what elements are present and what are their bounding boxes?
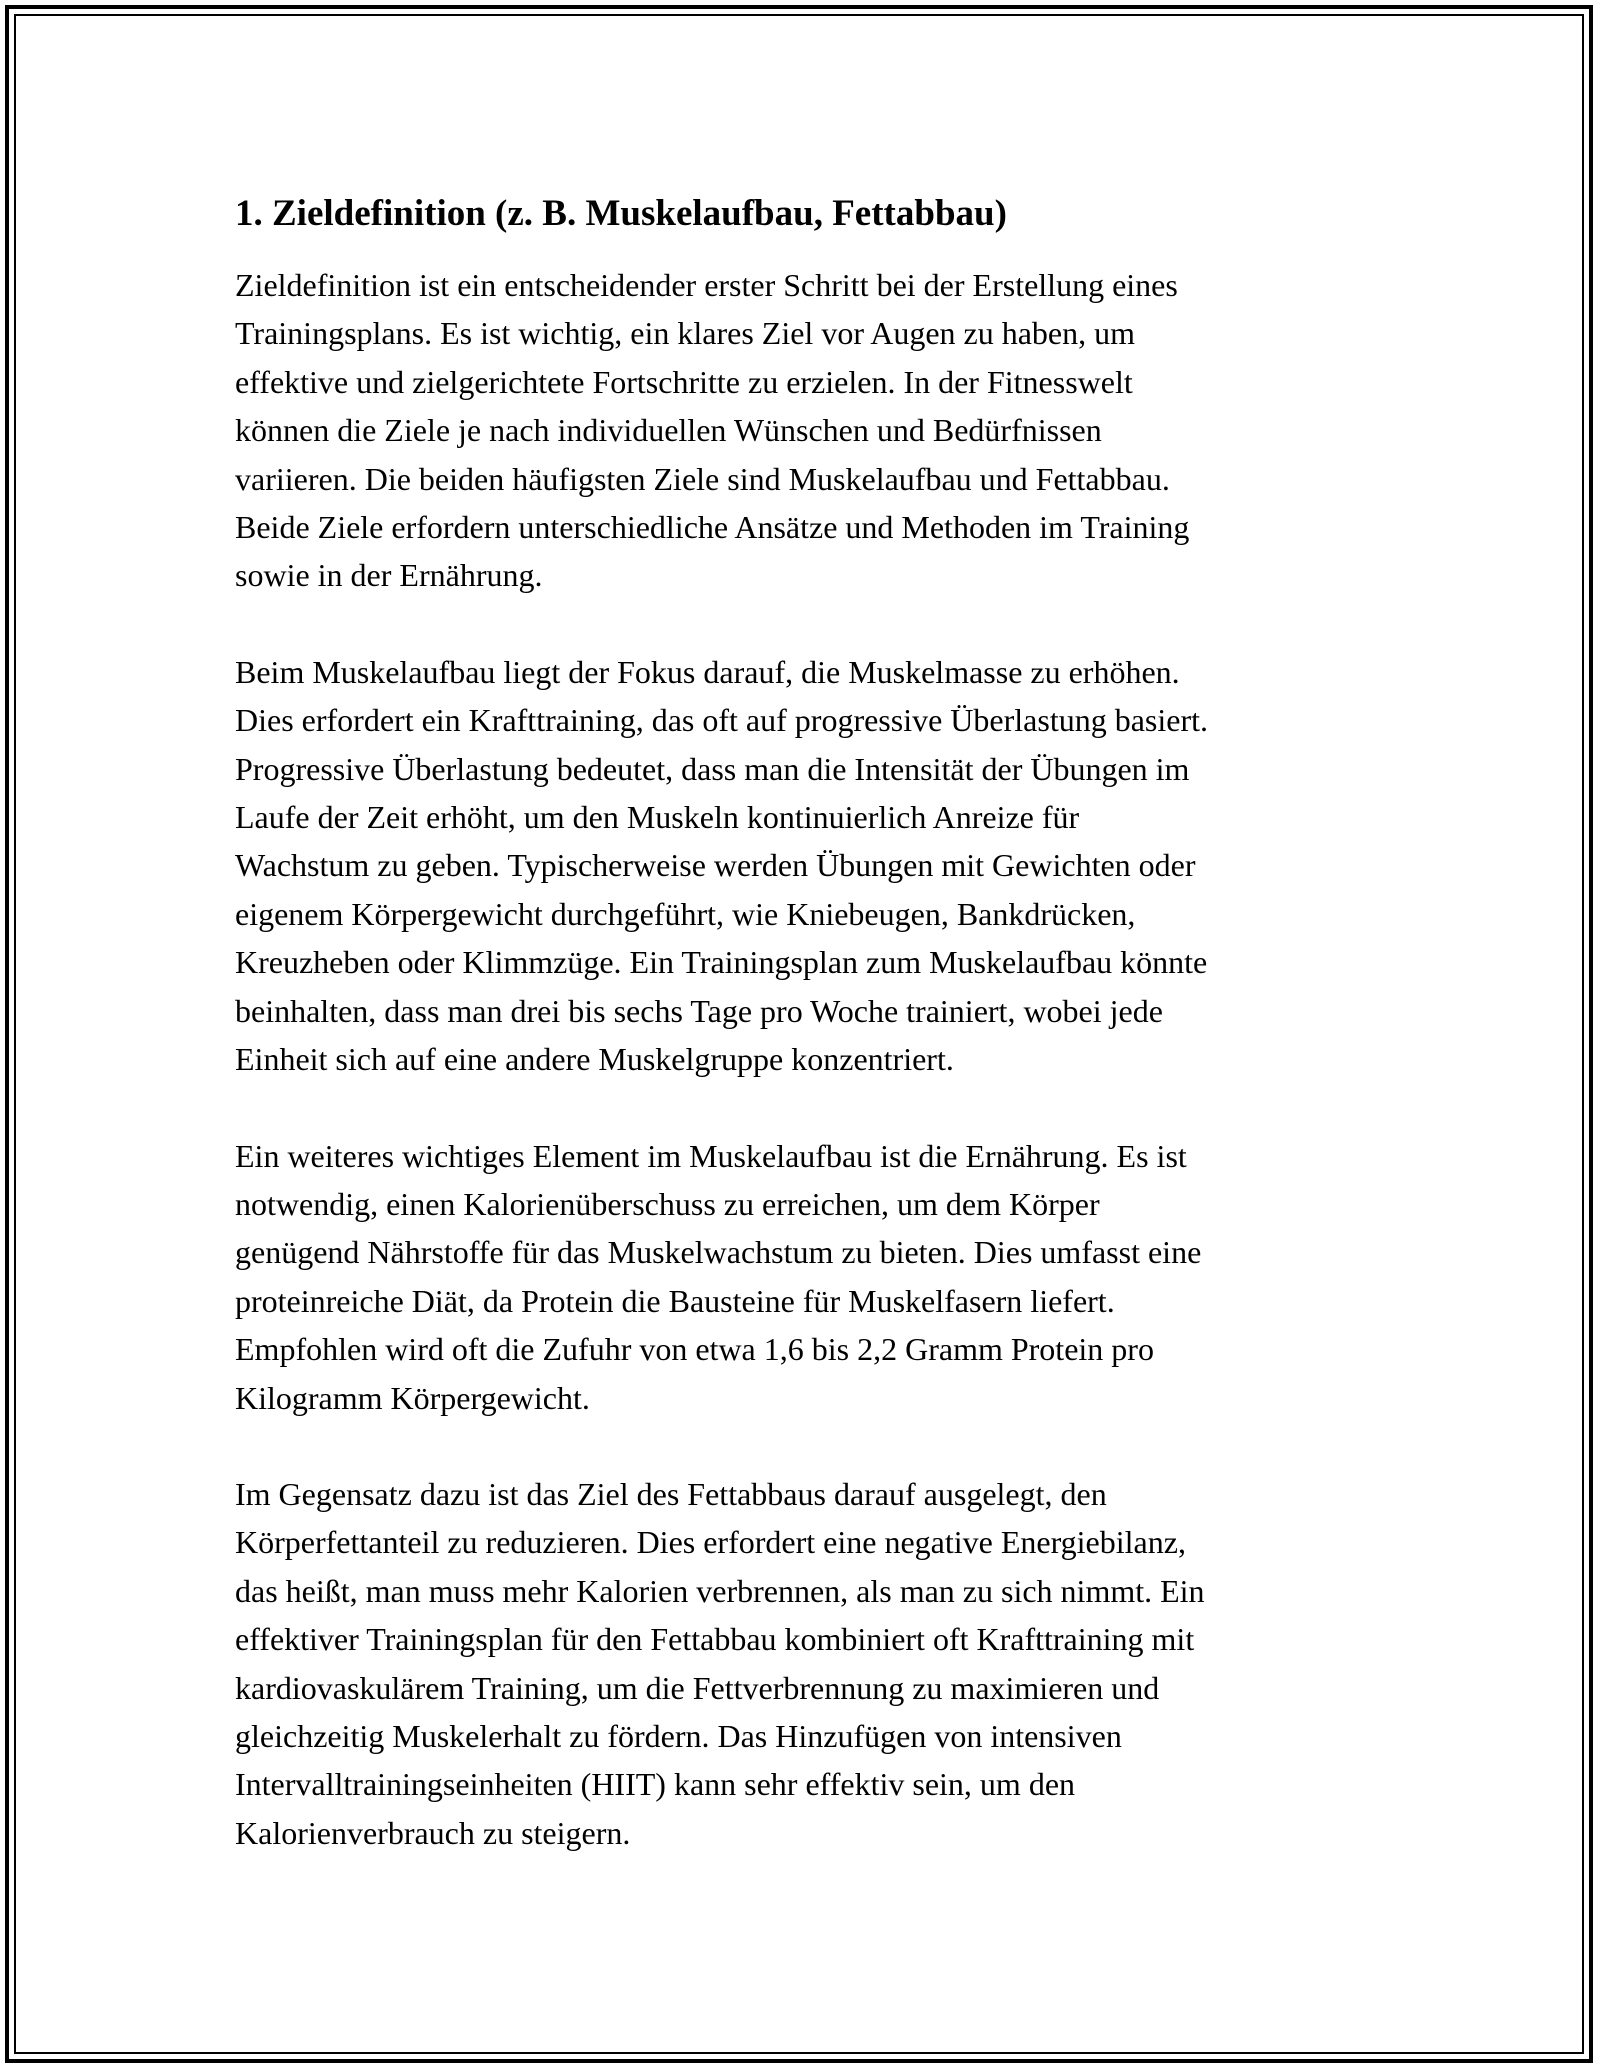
paragraph-fat-loss: Im Gegensatz dazu ist das Ziel des Fettabbaus darauf ausgelegt, den Körperfettanteil zu reduzieren. Dies erfordert eine negative Energiebilanz, das heißt, man muss mehr Kalorien verbrennen, als man zu sich nimmt. Ein effektiver Trainingsplan für den Fettabbau kombiniert oft Krafttraining mit kardiovaskulärem Training, um die Fettverbrennung zu maximieren und gleichzeitig Muskelerhalt zu fördern. Das Hinzufügen von intensiven Intervalltrainingseinheiten (HIIT) kann sehr effektiv sein, um den Kalorienverbrauch zu steigern.: [235, 1475, 1205, 1851]
document-body: [235, 188, 1365, 1905]
paragraph-nutrition: Ein weiteres wichtiges Element im Muskelaufbau ist die Ernährung. Es ist notwendig, einen Kalorienüberschuss zu erreichen, um dem Körper genügend Nährstoffe für das Muskelwachstum zu bieten. Dies umfasst eine proteinreiche Diät, da Protein die Bausteine für Muskelfasern liefert. Empfohlen wird oft die Zufuhr von etwa 1,6 bis 2,2 Gramm Protein pro Kilogramm Körpergewicht.: [235, 1137, 1202, 1416]
paragraph-goal-definition: Zieldefinition ist ein entscheidender erster Schritt bei der Erstellung eines Trainingsplans. Es ist wichtig, ein klares Ziel vor Augen zu haben, um effektive und zielgerichtete Fortschritte zu erzielen. In der Fitnesswelt können die Ziele je nach individuellen Wünschen und Bedürfnissen variieren. Die beiden häufigsten Ziele sind Muskelaufbau und Fettabbau. Beide Ziele erfordern unterschiedliche Ansätze und Methoden im Training sowie in der Ernährung.: [235, 267, 1190, 594]
paragraph-muscle-building: Beim Muskelaufbau liegt der Fokus darauf, die Muskelmasse zu erhöhen. Dies erfordert ein Krafttraining, das oft auf progressive Überlastung basiert. Progressive Überlastung bedeutet, dass man die Intensität der Übungen im Laufe der Zeit erhöht, um den Muskeln kontinuierlich Anreize für Wachstum zu geben. Typischerweise werden Übungen mit Gewichten oder eigenem Körpergewicht durchgeführt, wie Kniebeugen, Bankdrücken, Kreuzheben oder Klimmzüge. Ein Trainingsplan zum Muskelaufbau könnte beinhalten, dass man drei bis sechs Tage pro Woche trainiert, wobei jede Einheit sich auf eine andere Muskelgruppe konzentriert.: [235, 653, 1208, 1078]
section-heading: 1. Zieldefinition (z. B. Muskelaufbau, Fettabbau): [235, 193, 1007, 234]
